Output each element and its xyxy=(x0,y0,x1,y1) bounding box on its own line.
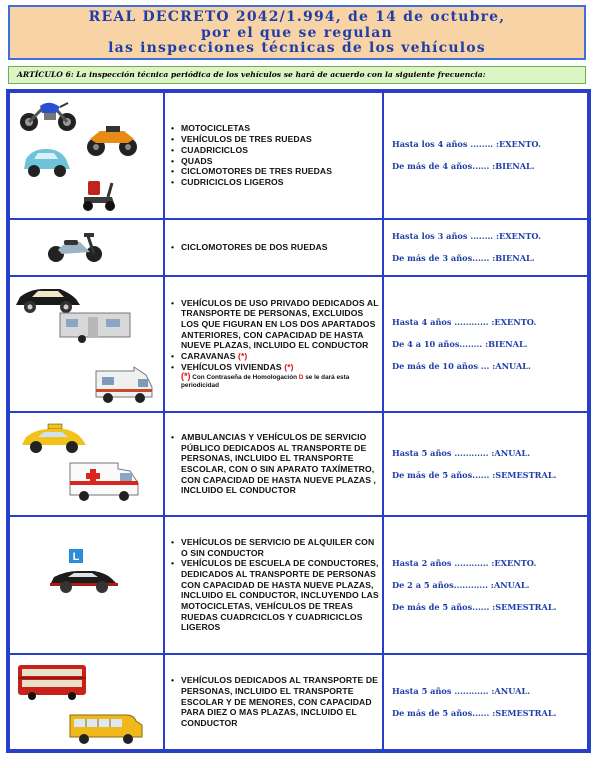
vehicle-types-cell xyxy=(164,654,383,750)
vehicle-types-cell xyxy=(164,276,383,412)
frequency-line: Hasta los 3 años ........ :EXENTO. xyxy=(392,231,541,241)
rental-car-icon xyxy=(48,565,120,595)
frequency-line: Hasta 5 años ............ :ANUAL. xyxy=(392,447,531,458)
motorcycle-icon xyxy=(16,97,80,133)
frequency-line: Hasta los 4 años ........ :EXENTO. xyxy=(392,139,541,149)
table-row xyxy=(9,654,588,750)
frequency-cell xyxy=(383,654,588,750)
frequency-line: Hasta 2 años ............ :EXENTO. xyxy=(392,557,537,568)
caravan-icon xyxy=(56,311,132,343)
learner-plate-icon xyxy=(69,549,83,563)
table-row xyxy=(9,92,588,219)
frequency-cell xyxy=(383,276,588,412)
vehicle-type-label: VEHÍCULOS VIVIENDAS xyxy=(181,361,282,372)
decree-title-banner xyxy=(8,5,586,60)
inspection-frequency-table xyxy=(8,91,589,751)
note-code: D xyxy=(298,374,304,382)
vehicle-type-item: • VEHÍCULOS DE ESCUELA DE CONDUCTORES, DEDICADOS AL TRANSPORTE DE PERSONAS CON CAPACIDAD DE HASTA NUEVE PLAZAS, INCLUIDO EL CONDUCTOR, INCLUYENDO LAS MOTOCICLETAS, VEHÍCULOS DE TREAS RUEDAS CUADRCICLOS Y CUADRICICLOS LIGEROS xyxy=(181,558,379,633)
vehicle-type-label: CARAVANAS xyxy=(181,351,236,362)
mobility-scooter-icon xyxy=(78,177,120,213)
vehicle-type-item: • QUADS xyxy=(181,156,379,167)
frequency-line: De más de 5 años...... :SEMESTRAL. xyxy=(392,601,557,612)
decree-title-line: REAL DECRETO 2042/1.994, de 14 de octubre, xyxy=(88,9,506,25)
vehicle-types-cell xyxy=(164,92,383,219)
taxi-icon xyxy=(20,423,90,455)
frequency-line: De más de 4 años...... :BIENAL. xyxy=(392,161,535,171)
note-prefix: Con Contraseña de Homologación xyxy=(190,374,299,382)
frequency-cell xyxy=(383,92,588,219)
frequency-cell xyxy=(383,219,588,276)
table-row xyxy=(9,516,588,654)
vehicle-type-item: • CUDRICICLOS LIGEROS xyxy=(181,177,379,188)
vehicle-type-item: • MOTOCICLETAS xyxy=(181,123,379,134)
ambulance-icon xyxy=(68,459,142,503)
frequency-line: De 2 a 5 años............ :ANUAL. xyxy=(392,579,530,590)
frequency-line: Hasta 4 años ............ :EXENTO. xyxy=(392,316,537,327)
scooter-icon xyxy=(44,228,106,264)
decree-title-line: las inspecciones técnicas de los vehículos xyxy=(108,40,486,56)
small-car-icon xyxy=(20,145,74,179)
vehicle-type-item xyxy=(181,351,379,362)
vehicle-type-item: • VEHÍCULOS DEDICADOS AL TRANSPORTE DE PERSONAS, INCLUIDO EL TRANSPORTE ESCOLAR Y DE MENORES, CON CAPACIDAD PARA DIEZ O MAS PLAZAS, INCLUIDO EL CONDUCTOR xyxy=(181,675,379,729)
frequency-line: De 4 a 10 años........ :BIENAL. xyxy=(392,338,528,349)
vehicle-type-item: • CUADRICICLOS xyxy=(181,145,379,156)
decree-title-line: por el que se regulan xyxy=(201,24,393,41)
note-asterisk: (*) xyxy=(181,371,191,382)
asterisk-mark: (*) xyxy=(238,351,248,362)
vehicle-type-item xyxy=(181,298,379,352)
vehicle-type-item xyxy=(181,362,379,373)
homologation-note xyxy=(169,372,379,390)
frequency-line: De más de 10 años ... :ANUAL. xyxy=(392,360,531,371)
article-heading: ARTÍCULO 6: La inspección técnica periódica de los vehículos se hará de acuerdo con la siguiente frecuencia: xyxy=(8,66,586,84)
vehicle-pictures-cell xyxy=(9,654,164,750)
table-row xyxy=(9,276,588,412)
frequency-line: De más de 5 años...... :SEMESTRAL. xyxy=(392,469,557,480)
frequency-cell xyxy=(383,412,588,516)
frequency-line: De más de 3 años...... :BIENAL. xyxy=(392,253,535,263)
vehicle-pictures-cell xyxy=(9,219,164,276)
asterisk-mark: (*) xyxy=(284,361,294,372)
vehicle-type-item: • VEHÍCULOS DE SERVICIO DE ALQUILER CON O SIN CONDUCTOR xyxy=(181,537,379,558)
note-suffix: se le dará esta periodicidad xyxy=(181,374,350,390)
table-row xyxy=(9,219,588,276)
double-decker-bus-icon xyxy=(16,663,90,701)
vehicle-type-item: • CICLOMOTORES DE TRES RUEDAS xyxy=(181,166,379,177)
vehicle-pictures-cell xyxy=(9,412,164,516)
vehicle-type-item: • VEHÍCULOS DE TRES RUEDAS xyxy=(181,134,379,145)
vehicle-pictures-cell xyxy=(9,516,164,654)
motorhome-icon xyxy=(94,365,154,405)
learner-plate-letter: L xyxy=(72,551,80,563)
frequency-line: Hasta 5 años ............ :ANUAL. xyxy=(392,685,531,696)
school-bus-icon xyxy=(68,711,144,745)
vehicle-type-item: • AMBULANCIAS Y VEHÍCULOS DE SERVICIO PÚBLICO DEDICADOS AL TRANSPORTE DE PERSONAS, INCLUIDO EL TRANSPORTE ESCOLAR, CON O SIN APARATO TAXÍMETRO, CON CAPACIDAD DE HASTA NUEVE PLAZAS , INCLUIDO EL CONDUCTOR xyxy=(181,432,379,496)
vehicle-type-item: • CICLOMOTORES DE DOS RUEDAS xyxy=(181,242,379,253)
frequency-cell xyxy=(383,516,588,654)
quad-icon xyxy=(84,123,140,157)
vehicle-pictures-cell xyxy=(9,276,164,412)
vehicle-type-label: VEHÍCULOS DE USO PRIVADO DEDICADOS AL TRANSPORTE DE PERSONAS, EXCLUIDOS LOS QUE FIGURAN EN LOS DOS APARTADOS ANTERIORES, CON CAPACIDAD DE HASTA NUEVE PLAZAS, INCLUIDO EL CONDUCTOR xyxy=(181,297,379,351)
vehicle-types-cell xyxy=(164,412,383,516)
table-row xyxy=(9,412,588,516)
frequency-line: De más de 5 años...... :SEMESTRAL. xyxy=(392,707,557,718)
vehicle-types-cell xyxy=(164,219,383,276)
vehicle-types-cell xyxy=(164,516,383,654)
vehicle-pictures-cell xyxy=(9,92,164,219)
